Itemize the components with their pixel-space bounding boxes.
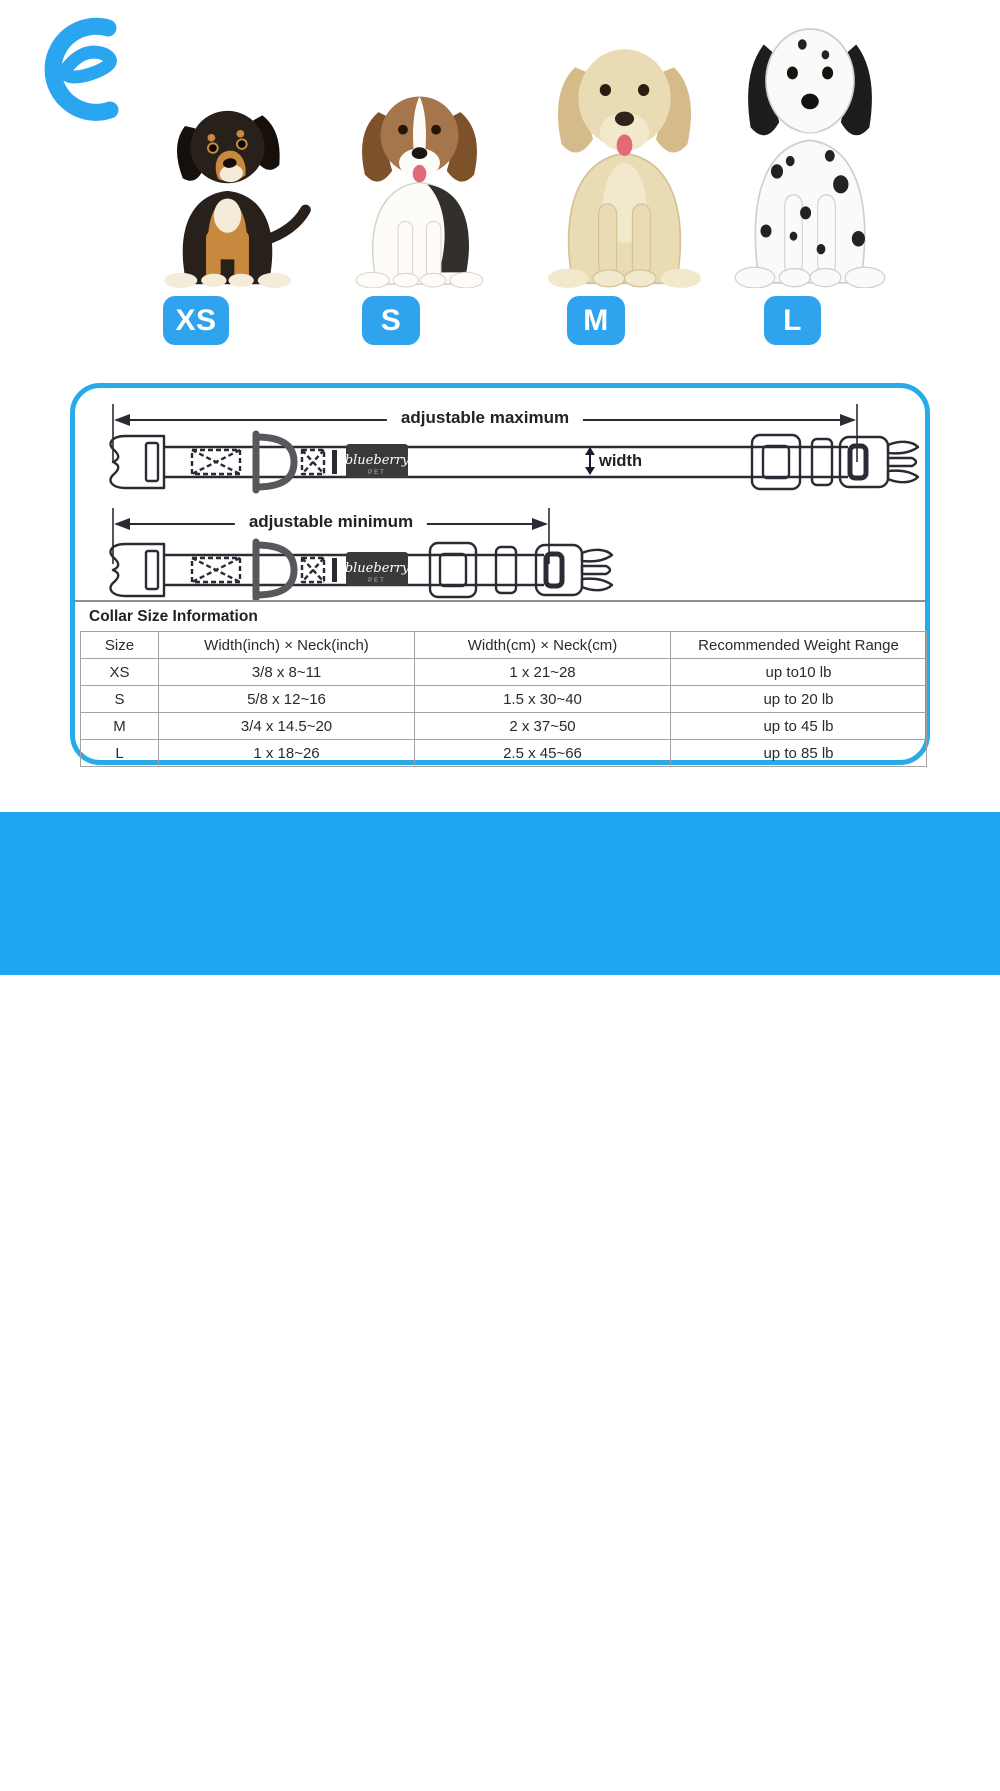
dog-photo-s-beagle: [322, 73, 517, 293]
cell-size: M: [81, 713, 159, 740]
table-row-xs: [81, 659, 927, 686]
collar-brand-sub-label: PET: [368, 470, 386, 476]
size-badge-xs[interactable]: XS: [163, 296, 229, 345]
header-width-cm: Width(cm) × Neck(cm): [415, 632, 671, 659]
header-weight-range: Recommended Weight Range: [671, 632, 927, 659]
table-title: Collar Size Information: [75, 600, 925, 631]
adjustable-maximum-label: adjustable maximum: [387, 408, 583, 428]
header-size: Size: [81, 632, 159, 659]
header-width-inch: Width(inch) × Neck(inch): [159, 632, 415, 659]
alert-circle-icon: [50, 1664, 108, 1727]
cell-size: XS: [81, 659, 159, 686]
dog-photo-l-dalmatian: [700, 3, 920, 293]
collar-brand-label: blueberry: [344, 453, 410, 468]
table-row-m: [81, 713, 927, 740]
collar-size-section: [75, 600, 925, 767]
cell-weight: up to 85 lb: [671, 740, 927, 767]
dog-photo-xs-puppy: [130, 88, 325, 293]
collar-info-panel: [70, 383, 930, 765]
cell-width-cm: 1.5 x 30~40: [415, 686, 671, 713]
cell-width-cm: 2.5 x 45~66: [415, 740, 671, 767]
size-badge-l[interactable]: L: [764, 296, 821, 345]
cell-size: S: [81, 686, 159, 713]
width-label: width: [599, 451, 643, 470]
tips-text: Tips: Measure the circumference of pet's neck. It should be snug enough to fit 2 fingers between dog's neck and their collar.: [132, 1670, 949, 1787]
collar-drawing-maximum: [100, 430, 920, 499]
adjustable-minimum-label: adjustable minimum: [235, 512, 427, 532]
width-double-arrow-icon: [583, 447, 597, 475]
size-badge-m[interactable]: M: [567, 296, 625, 345]
width-annotation: [583, 447, 642, 475]
cell-weight: up to 20 lb: [671, 686, 927, 713]
collar-brand-sub-label: PET: [368, 578, 386, 584]
cell-width-cm: 1 x 21~28: [415, 659, 671, 686]
cell-weight: up to10 lb: [671, 659, 927, 686]
table-row-s: [81, 686, 927, 713]
collar-brand-label: blueberry: [344, 561, 410, 576]
collar-size-table: [80, 631, 927, 767]
cell-size: L: [81, 740, 159, 767]
dog-size-comparison-row: [0, 0, 1000, 292]
cell-width-inch: 5/8 x 12~16: [159, 686, 415, 713]
cell-width-inch: 1 x 18~26: [159, 740, 415, 767]
tips-banner: [0, 812, 1000, 1787]
cell-width-inch: 3/8 x 8~11: [159, 659, 415, 686]
collar-drawing-minimum: [100, 538, 630, 607]
cell-width-inch: 3/4 x 14.5~20: [159, 713, 415, 740]
table-header-row: [81, 632, 927, 659]
cell-width-cm: 2 x 37~50: [415, 713, 671, 740]
cell-weight: up to 45 lb: [671, 713, 927, 740]
size-badge-s[interactable]: S: [362, 296, 420, 345]
table-row-l: [81, 740, 927, 767]
